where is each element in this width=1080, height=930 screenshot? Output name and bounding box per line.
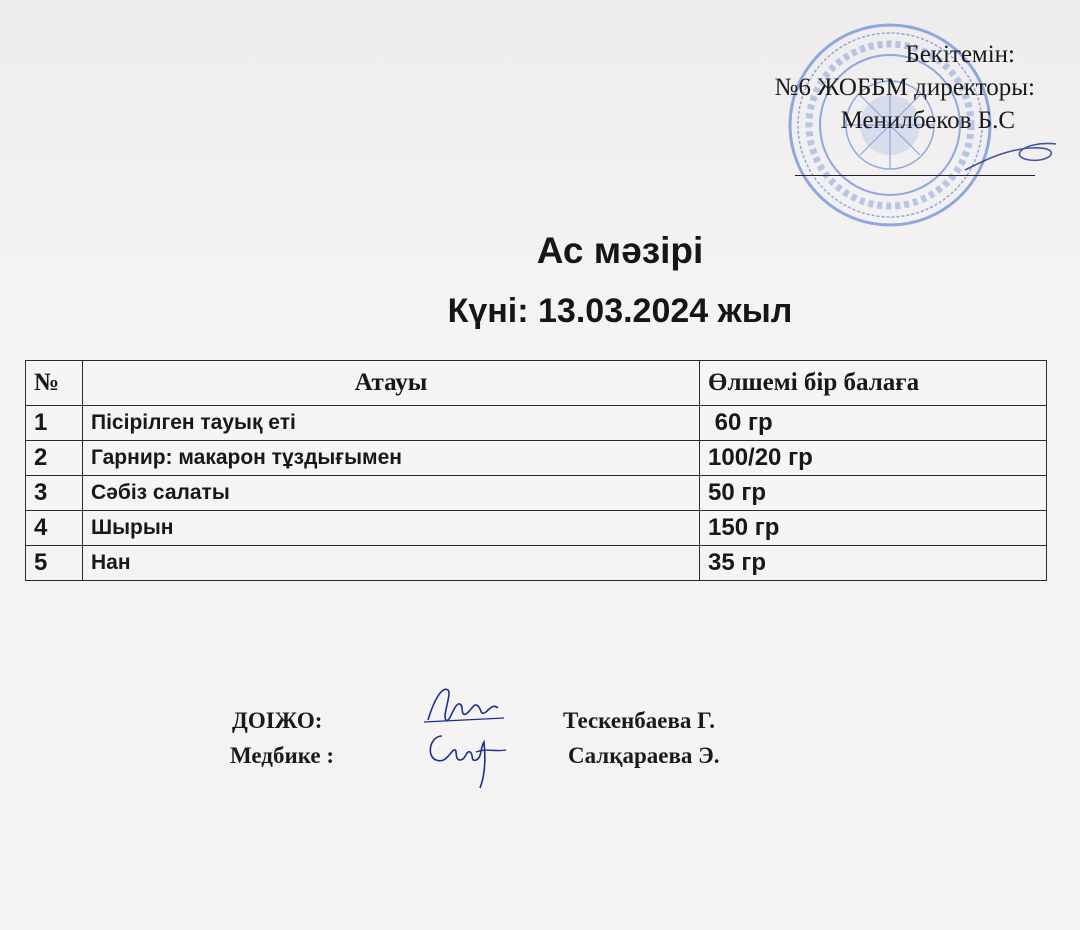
- row-number: 4: [26, 511, 83, 546]
- menu-date: Күні: 13.03.2024 жыл: [447, 292, 793, 330]
- table-header-row: [26, 361, 1047, 406]
- table-row: [26, 406, 1047, 441]
- row-number: 2: [26, 441, 83, 476]
- table-row: [26, 511, 1047, 546]
- signer-name-nurse: Салқараева Э.: [568, 743, 720, 768]
- table-row: [26, 546, 1047, 581]
- row-portion: 60 гр: [700, 406, 1047, 441]
- header-portion: Өлшемі бір балаға: [700, 361, 1047, 406]
- row-dish-name: Нан: [83, 546, 700, 581]
- approval-block: [775, 38, 1035, 137]
- row-portion: 50 гр: [700, 476, 1047, 511]
- row-portion: 100/20 гр: [700, 441, 1047, 476]
- header-name: Атауы: [83, 361, 700, 406]
- row-dish-name: Шырын: [83, 511, 700, 546]
- table-row: [26, 476, 1047, 511]
- approval-heading: Бекітемін:: [905, 41, 1015, 68]
- row-number: 1: [26, 406, 83, 441]
- approval-director-name: Менилбеков Б.С: [840, 107, 1015, 134]
- approval-position: №6 ЖОББМ директоры:: [774, 74, 1035, 101]
- row-portion: 150 гр: [700, 511, 1047, 546]
- signer-role-deputy: ДОІЖО:: [232, 708, 323, 733]
- approval-signature-line: [795, 175, 1035, 176]
- row-dish-name: Пісірілген тауық еті: [83, 406, 700, 441]
- row-number: 5: [26, 546, 83, 581]
- signer-role-nurse: Медбике :: [230, 743, 334, 768]
- menu-table: [25, 360, 1047, 581]
- row-dish-name: Сәбіз салаты: [83, 476, 700, 511]
- row-portion: 35 гр: [700, 546, 1047, 581]
- row-number: 3: [26, 476, 83, 511]
- signer-name-deputy: Тескенбаева Г.: [563, 708, 715, 733]
- header-number: №: [26, 361, 83, 406]
- row-dish-name: Гарнир: макарон тұздығымен: [83, 441, 700, 476]
- nurse-signature: [420, 722, 520, 792]
- page-title: Ас мәзірі: [536, 230, 704, 271]
- table-row: [26, 441, 1047, 476]
- director-signature: [960, 130, 1060, 190]
